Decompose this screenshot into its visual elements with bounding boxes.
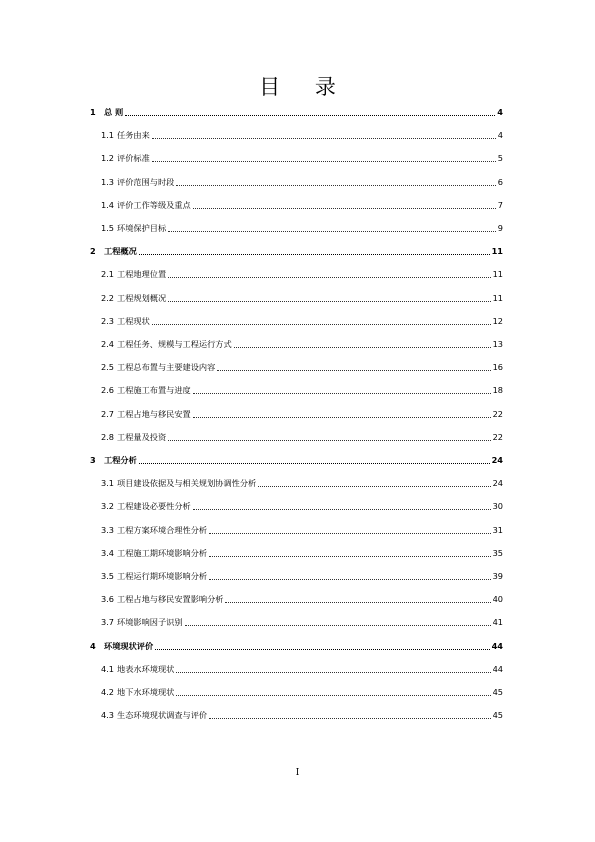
toc-entry-number: 2: [90, 246, 96, 257]
toc-dot-leader: [193, 207, 496, 209]
toc-section-entry[interactable]: [101, 592, 503, 606]
toc-section-entry[interactable]: [101, 708, 503, 722]
toc-dot-leader: [152, 323, 491, 325]
toc-dot-leader: [193, 392, 491, 394]
toc-entry-page: 35: [492, 547, 503, 558]
toc-dot-leader: [168, 276, 490, 278]
toc-entry-page: 44: [492, 663, 503, 674]
toc-dot-leader: [209, 532, 490, 534]
toc-entry-page: 30: [492, 501, 503, 512]
toc-entry-title: 评价工作等级及重点: [117, 199, 191, 210]
toc-entry-number: 2.1: [101, 269, 115, 280]
toc-entry-number: 3.4: [101, 547, 115, 558]
toc-entry-title: 评价范围与时段: [117, 176, 175, 187]
toc-entry-page: 9: [497, 223, 503, 233]
toc-entry-page: 39: [492, 571, 503, 581]
toc-entry-page: 5: [497, 153, 503, 164]
toc-entry-number: 2.3: [101, 315, 115, 326]
toc-entry-page: 11: [491, 246, 503, 257]
toc-entry-number: 4.2: [101, 687, 115, 697]
toc-entry-page: 24: [492, 478, 503, 489]
toc-entry-page: 12: [492, 315, 503, 326]
toc-entry-number: 3.5: [101, 571, 115, 581]
toc-section-entry[interactable]: [101, 430, 503, 444]
toc-section-entry[interactable]: [101, 314, 503, 328]
toc-entry-page: 4: [497, 130, 503, 141]
toc-section-entry[interactable]: [101, 499, 503, 513]
toc-dot-leader: [139, 253, 490, 255]
toc-section-entry[interactable]: [101, 546, 503, 560]
toc-entry-number: 4: [90, 640, 96, 651]
toc-section-entry[interactable]: [101, 407, 503, 421]
toc-dot-leader: [168, 230, 496, 232]
toc-entry-title: 工程施工期环境影响分析: [117, 547, 208, 558]
toc-entry-page: 6: [497, 176, 503, 187]
toc-entry-page: 44: [491, 640, 503, 651]
toc-entry-title: 地表水环境现状: [117, 663, 175, 674]
toc-entry-page: 24: [491, 455, 503, 465]
toc-entry-number: 3.7: [101, 617, 115, 628]
toc-entry-number: 3.6: [101, 594, 115, 605]
toc-entry-number: 2.8: [101, 431, 115, 442]
toc-entry-number: 3.3: [101, 524, 115, 535]
toc-section-entry[interactable]: [101, 383, 503, 397]
toc-entry-title: 工程任务、规模与工程运行方式: [117, 339, 232, 349]
toc-entry-number: 3: [90, 455, 96, 465]
toc-entry-title: 工程地理位置: [117, 269, 167, 280]
toc-section-entry[interactable]: [101, 151, 503, 165]
toc-dot-leader: [176, 671, 490, 673]
toc-entry-page: 22: [492, 408, 503, 419]
toc-entry-page: 11: [492, 269, 503, 280]
toc-entry-page: 4: [497, 107, 503, 117]
toc-dot-leader: [152, 137, 496, 139]
toc-entry-title: 环境影响因子识别: [117, 617, 183, 628]
toc-section-entry[interactable]: [101, 662, 503, 676]
toc-dot-leader: [209, 578, 490, 580]
toc-section-entry[interactable]: [101, 337, 503, 351]
toc-dot-leader: [193, 508, 491, 510]
toc-entry-number: 2.2: [101, 292, 115, 303]
toc-dot-leader: [155, 648, 489, 650]
toc-entry-number: 4.3: [101, 710, 115, 721]
toc-entry-title: 项目建设依据及与相关规划协调性分析: [117, 478, 257, 489]
toc-chapter-entry[interactable]: [90, 105, 503, 119]
toc-entry-number: 1.4: [101, 199, 115, 210]
toc-section-entry[interactable]: [101, 291, 503, 305]
toc-dot-leader: [168, 439, 490, 441]
toc-entry-title: 工程量及投资: [117, 431, 167, 442]
toc-entry-title: 评价标准: [117, 153, 150, 164]
toc-entry-page: 40: [492, 594, 503, 605]
toc-entry-number: 1: [90, 107, 96, 117]
page-title: 目 录: [259, 75, 350, 99]
toc-dot-leader: [168, 300, 490, 302]
toc-dot-leader: [176, 184, 495, 186]
toc-entry-title: 生态环境现状调查与评价: [117, 710, 208, 721]
toc-entry-page: 45: [492, 710, 503, 721]
toc-section-entry[interactable]: [101, 128, 503, 142]
toc-section-entry[interactable]: [101, 476, 503, 490]
toc-entry-page: 7: [497, 199, 503, 210]
toc-entry-title: 工程建设必要性分析: [117, 501, 191, 512]
toc-entry-number: 1.1: [101, 130, 115, 141]
toc-section-entry[interactable]: [101, 175, 503, 189]
toc-entry-page: 18: [492, 385, 503, 396]
toc-dot-leader: [225, 601, 490, 603]
toc-entry-number: 3.1: [101, 478, 115, 489]
toc-entry-page: 45: [492, 687, 503, 697]
toc-entry-number: 2.7: [101, 408, 115, 419]
toc-entry-title: 工程总布置与主要建设内容: [117, 362, 216, 373]
toc-entry-page: 13: [492, 339, 503, 349]
toc-chapter-entry[interactable]: [90, 639, 503, 653]
toc-section-entry[interactable]: [101, 523, 503, 537]
toc-entry-title: 任务由来: [117, 130, 150, 141]
toc-dot-leader: [152, 160, 496, 162]
toc-entry-number: 1.3: [101, 176, 115, 187]
toc-entry-number: 2.4: [101, 339, 115, 349]
toc-entry-title: 工程规划概况: [117, 292, 167, 303]
toc-entry-page: 11: [492, 292, 503, 303]
toc-entry-title: 工程概况: [104, 246, 137, 257]
toc-section-entry[interactable]: [101, 267, 503, 281]
toc-entry-title: 工程运行期环境影响分析: [117, 571, 208, 581]
toc-entry-number: 1.5: [101, 223, 115, 233]
toc-entry-number: 2.6: [101, 385, 115, 396]
toc-entry-number: 3.2: [101, 501, 115, 512]
toc-entry-title: 工程方案环境合理性分析: [117, 524, 208, 535]
toc-dot-leader: [234, 346, 491, 348]
page-number: I: [295, 768, 300, 778]
toc-entry-title: 环境现状评价: [104, 640, 154, 651]
toc-entry-title: 工程占地与移民安置: [117, 408, 191, 419]
toc-dot-leader: [217, 369, 490, 371]
toc-section-entry[interactable]: [101, 360, 503, 374]
toc-entry-page: 16: [492, 362, 503, 373]
toc-dot-leader: [185, 624, 491, 626]
toc-dot-leader: [139, 462, 490, 464]
toc-section-entry[interactable]: [101, 221, 503, 235]
toc-entry-title: 工程分析: [104, 455, 137, 465]
toc-section-entry[interactable]: [101, 569, 503, 583]
toc-dot-leader: [258, 485, 490, 487]
toc-chapter-entry[interactable]: [90, 453, 503, 467]
toc-section-entry[interactable]: [101, 198, 503, 212]
toc-dot-leader: [125, 114, 495, 116]
toc-dot-leader: [193, 416, 491, 418]
toc-entry-title: 工程现状: [117, 315, 150, 326]
toc-entry-number: 2.5: [101, 362, 115, 373]
toc-entry-number: 4.1: [101, 663, 115, 674]
toc-dot-leader: [209, 555, 490, 557]
toc-entry-title: 环境保护目标: [117, 223, 167, 233]
toc-section-entry[interactable]: [101, 615, 503, 629]
toc-entry-page: 22: [492, 431, 503, 442]
toc-entry-title: 总 则: [104, 107, 124, 117]
toc-dot-leader: [209, 717, 490, 719]
toc-entry-page: 41: [492, 617, 503, 628]
toc-entry-number: 1.2: [101, 153, 115, 164]
toc-chapter-entry[interactable]: [90, 244, 503, 258]
toc-entry-title: 工程施工布置与进度: [117, 385, 191, 396]
toc-entry-title: 工程占地与移民安置影响分析: [117, 594, 224, 605]
toc-dot-leader: [176, 694, 490, 696]
toc-section-entry[interactable]: [101, 685, 503, 699]
toc-entry-title: 地下水环境现状: [117, 687, 175, 697]
toc-entry-page: 31: [492, 524, 503, 535]
